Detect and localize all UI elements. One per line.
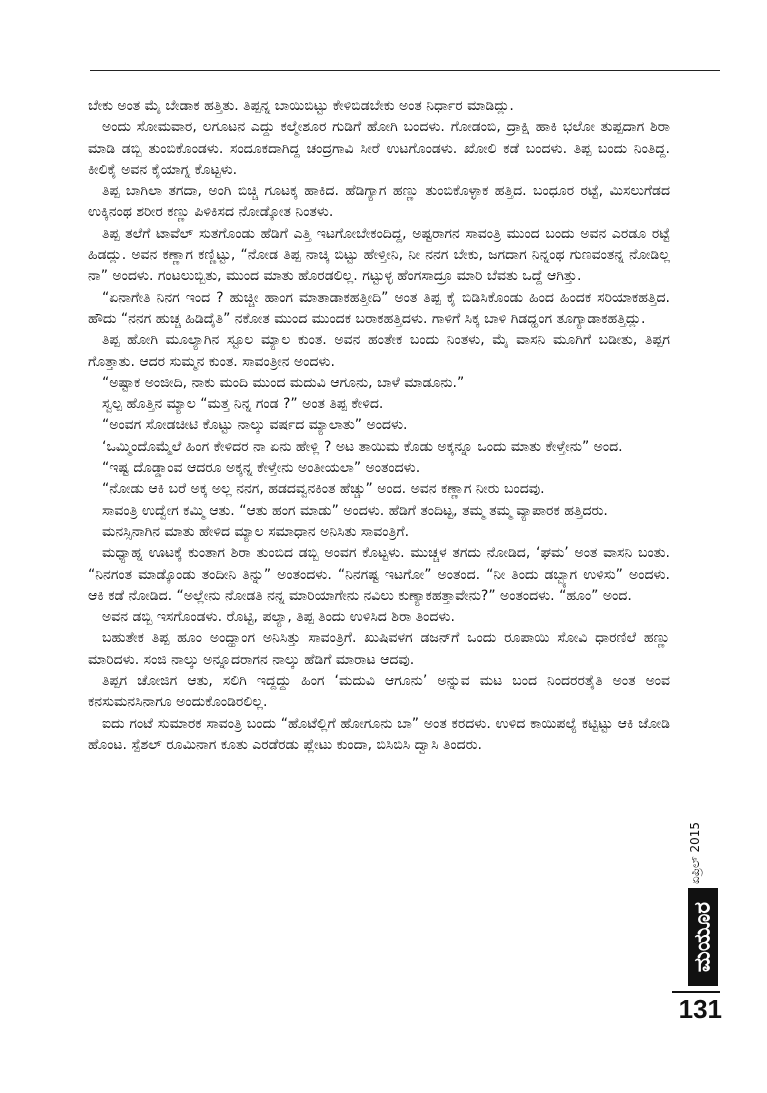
paragraph: ಬಹುತೇಕ ತಿಪ್ಪ ಹೂಂ ಅಂದ್ಹಾಂಗ ಅನಿಸಿತ್ತು ಸಾವಂತ್ರಿಗೆ. ಖುಷಿವಳಗ ಡಜನ್‌ಗೆ ಒಂದು ರೂಪಾಯಿ ಸೋವಿ ಧಾರಣಿಲೆ ಹಣ್ಣು ಮಾರಿದಳು. ಸಂಜಿ ನಾಲ್ಕು ಅನ್ನೂದರಾಗನ ನಾಲ್ಕು ಹೆಡಿಗೆ ಮಾರಾಟ ಆದವು. [88,630,670,668]
page-number: 131 [678,994,722,1024]
page-number-rule [672,991,720,993]
issue-date: ಏಪ್ರಿಲ್ 2015 [688,822,702,884]
article-body [88,96,670,756]
paragraph: ಅಂದು ಸೋಮವಾರ, ಲಗೂಟನ ಎದ್ದು ಕಲ್ಮೇಶೂರ ಗುಡಿಗೆ ಹೋಗಿ ಬಂದಳು. ಗೋಡಂಬಿ, ದ್ರಾಕ್ಷಿ ಹಾಕಿ ಭಲೋ ತುಪ್ಪದಾಗ ಶಿರಾ ಮಾಡಿ ಡಬ್ಬಿ ತುಂಬಿಕೊಂಡಳು. ಸಂದೂಕದಾಗಿದ್ದ ಚಂದ್ರಗಾವಿ ಸೀರೆ ಉಟಗೊಂಡಳು. ಖೋಲಿ ಕಡೆ ಬಂದಳು. ತಿಪ್ಪ ಬಂದು ನಿಂತಿದ್ದ. ಕೀಲಿಕೈ ಅವನ ಕೈಯಾಗ್ನ ಕೊಟ್ಟಳು. [88,119,670,178]
paragraph: “ಅಂವಗ ಸೋಡಚೀಟಿ ಕೊಟ್ಟು ನಾಲ್ಕು ವರ್ಷದ ಮ್ಯಾಲಾತು” ಅಂದಳು. [102,417,408,434]
paragraph: “ಅಷ್ಟಾಕ ಅಂಜೀದಿ, ನಾಕು ಮಂದಿ ಮುಂದ ಮದುವಿ ಆಗೂನು, ಬಾಳೆ ಮಾಡೂನು.” [102,374,465,391]
paragraph: ಸಾವಂತ್ರಿ ಉದ್ವೇಗ ಕಮ್ಮಿ ಆತು. “ಆತು ಹಂಗ ಮಾಡು” ಅಂದಳು. ಹೆಡಿಗೆ ತಂದಿಟ್ಟ, ತಮ್ಮ ತಮ್ಮ ವ್ಯಾಪಾರಕ ಹತ್ತಿದರು. [102,502,608,519]
top-rule [90,70,720,71]
paragraph: ಮನಸ್ಸಿನಾಗಿನ ಮಾತು ಹೇಳಿದ ಮ್ಯಾಲ ಸಮಾಧಾನ ಅನಿಸಿತು ಸಾವಂತ್ರಿಗೆ. [102,523,410,540]
paragraph: ತಿಪ್ಪಗ ಚೋಜಿಗ ಆತು, ಸಲಿಗಿ ಇದ್ದದ್ದು ಹಿಂಗ ‘ಮದುವಿ ಆಗೂನು’ ಅನ್ನುವ ಮಟ ಬಂದ ನಿಂದರರತೈತಿ ಅಂತ ಅಂವ ಕನಸುಮನಸಿನಾಗೂ ಅಂದುಕೊಂಡಿರಲಿಲ್ಲ. [88,673,670,711]
paragraph: ತಿಪ್ಪ ಬಾಗಿಲಾ ತಗದಾ, ಅಂಗಿ ಬಿಚ್ಚಿ ಗೂಟಕ್ಕ ಹಾಕಿದ. ಹೆಡಿಗ್ಯಾಗ ಹಣ್ಣು ತುಂಬಿಕೊಳ್ಳಾಕ ಹತ್ತಿದ. ಬಂಧೂರ ರಟ್ಟೆ, ಮಿಸಲುಗೆಡದ ಉಕ್ಕಿನಂಥ ಶರೀರ ಕಣ್ಣು ಪಿಳಿಕಿಸದ ನೋಡ್ಕೋತ ನಿಂತಳು. [88,183,670,221]
paragraph: ಬೇಕು ಅಂತ ಮೈ ಬೇಡಾಕ ಹತ್ತಿತು. ತಿಪ್ಪನ್ನ ಬಾಯಿಬಿಟ್ಟು ಕೇಳಿಬಿಡಬೇಕು ಅಂತ ನಿರ್ಧಾರ ಮಾಡಿದ್ಲು. [88,98,514,114]
paragraph: “ಇಷ್ಟ ದೊಡ್ಡಾಂವ ಆದರೂ ಅಕ್ಕನ್ನ ಕೇಳ್ತೇನು ಅಂತೀಯಲಾ” ಅಂತಂದಳು. [102,460,421,477]
paragraph: “ನೋಡು ಆಕಿ ಬರೆ ಅಕ್ಕ ಅಲ್ಲ ನನಗ, ಹಡದವ್ವನಕಿಂತ ಹೆಚ್ಚು” ಅಂದ. ಅವನ ಕಣ್ಣಾಗ ನೀರು ಬಂದವು. [102,481,545,498]
paragraph: ಸ್ವಲ್ಪ ಹೊತ್ತಿನ ಮ್ಯಾಲ “ಮತ್ತ ನಿನ್ನ ಗಂಡ ?” ಅಂತ ತಿಪ್ಪ ಕೇಳಿದ. [102,396,384,413]
paragraph: ಮಧ್ಯಾಹ್ನ ಊಟಕ್ಕೆ ಕುಂತಾಗ ಶಿರಾ ತುಂಬಿದ ಡಬ್ಬಿ ಅಂವಗ ಕೊಟ್ಟಳು. ಮುಚ್ಚಳ ತಗದು ನೋಡಿದ, ‘ಘಮ’ ಅಂತ ವಾಸನಿ ಬಂತು. “ನಿನಗಂತ ಮಾಡ್ಕೊಂಡು ತಂದೀನಿ ತಿನ್ನು” ಅಂತಂದಳು. “ನಿನಗಷ್ಟ ಇಟಗೋ” ಅಂತಂದ. “ನೀ ತಿಂದು ಡಬ್ಬ್ಯಾಗ ಉಳಿಸು” ಅಂದಳು. ಆಕಿ ಕಡೆ ನೋಡಿದ. “ಅಲ್ಲೇನು ನೋಡತಿ ನನ್ನ ಮಾರಿಯಾಗೇನು ನವಿಲು ಕುಣ್ಯಾಕಹತ್ತಾವೇನು?” ಅಂತಂದಳು. “ಹೂಂ” ಅಂದ. [88,545,670,604]
paragraph: ತಿಪ್ಪ ತಲೆಗೆ ಟಾವೆಲ್ ಸುತಗೊಂಡು ಹೆಡಿಗೆ ಎತ್ತಿ ಇಟಗೋಬೇಕಂದಿದ್ದ, ಅಷ್ಟರಾಗನ ಸಾವಂತ್ರಿ ಮುಂದ ಬಂದು ಅವನ ಎರಡೂ ರಟ್ಟೆ ಹಿಡದ್ಲು. ಅವನ ಕಣ್ಣಾಗ ಕಣ್ಣಿಟ್ಟು, “ನೋಡ ತಿಪ್ಪ ನಾಚ್ಕಿ ಬಿಟ್ಟು ಹೇಳ್ತೀನಿ, ನೀ ನನಗ ಬೇಕು, ಜಗದಾಗ ನಿನ್ನಂಥ ಗುಣವಂತನ್ನ ನೋಡಿಲ್ಲ ನಾ” ಅಂದಳು. ಗಂಟಲುಬ್ಬಿತು, ಮುಂದ ಮಾತು ಹೊರಡಲಿಲ್ಲ. ಗಟ್ಟುಳ್ಳ ಹೆಂಗಸಾದ್ರೂ ಮಾರಿ ಬೆವತು ಒದ್ದೆ ಆಗಿತ್ತು. [88,225,670,285]
paragraph: ಐದು ಗಂಟೆ ಸುಮಾರಕ ಸಾವಂತ್ರಿ ಬಂದು “ಹೊಟೆಲ್ಲಿಗೆ ಹೋಗೂನು ಬಾ” ಅಂತ ಕರದಳು. ಉಳಿದ ಕಾಯಿಪಲ್ಯೆ ಕಟ್ಟಿಟ್ಟು ಆಕಿ ಜೋಡಿ ಹೊಂಟ. ಸ್ಪೆಶಲ್ ರೂಮಿನಾಗ ಕೂತು ಎರಡೆರಡು ಪ್ಲೇಟು ಕುಂದಾ, ಬಿಸಿಬಿಸಿ ದ್ವಾಸಿ ತಿಂದರು. [88,715,670,753]
paragraph: ‘ಒಮ್ಮಿಂದೊಮ್ಮೆಲೆ ಹಿಂಗ ಕೇಳಿದರ ನಾ ಏನು ಹೇಳ್ಲಿ ? ಅಟ ತಾಯಿಮ ಕೊಡು ಅಕ್ಕನ್ನೂ ಒಂದು ಮಾತು ಕೇಳ್ತೇನು” ಅಂದ. [102,438,623,455]
paragraph: ಅವನ ಡಬ್ಬಿ ಇಸಗೊಂಡಳು. ರೊಟ್ಟಿ, ಪಲ್ಯಾ, ತಿಪ್ಪ ತಿಂದು ಉಳಿಸಿದ ಶಿರಾ ತಿಂದಳು. [102,609,455,626]
paragraph: “ಏನಾಗೇತಿ ನಿನಗ ಇಂದ ? ಹುಚ್ಚೀ ಹಾಂಗ ಮಾತಾಡಾಕಹತ್ತೀದಿ” ಅಂತ ತಿಪ್ಪ ಕೈ ಬಿಡಿಸಿಕೊಂಡು ಹಿಂದ ಹಿಂದಕ ಸರಿಯಾಕಹತ್ತಿದ. ಹೌದು “ನನಗ ಹುಚ್ಚ ಹಿಡಿದೈತಿ” ನಕೋತ ಮುಂದ ಮುಂದಕ ಬರಾಕಹತ್ತಿದಳು. ಗಾಳಿಗೆ ಸಿಕ್ಕ ಬಾಳಿ ಗಿಡದ್ಹಂಗ ತೂಗ್ಯಾಡಾಕಹತ್ತಿದ್ಲು. [88,289,670,327]
paragraph: ತಿಪ್ಪ ಹೋಗಿ ಮೂಲ್ಯಾಗಿನ ಸ್ಟೂಲ ಮ್ಯಾಲ ಕುಂತ. ಅವನ ಹಂತೇಕ ಬಂದು ನಿಂತಳು, ಮೈ ವಾಸನಿ ಮೂಗಿಗೆ ಬಡೀತು, ತಿಪ್ಪಗ ಗೊತ್ತಾತು. ಆದರ ಸುಮ್ಮನ ಕುಂತ. ಸಾವಂತ್ರೀನ ಅಂದಳು. [88,332,670,370]
masthead-title: ಮಯೂರ [690,901,716,973]
